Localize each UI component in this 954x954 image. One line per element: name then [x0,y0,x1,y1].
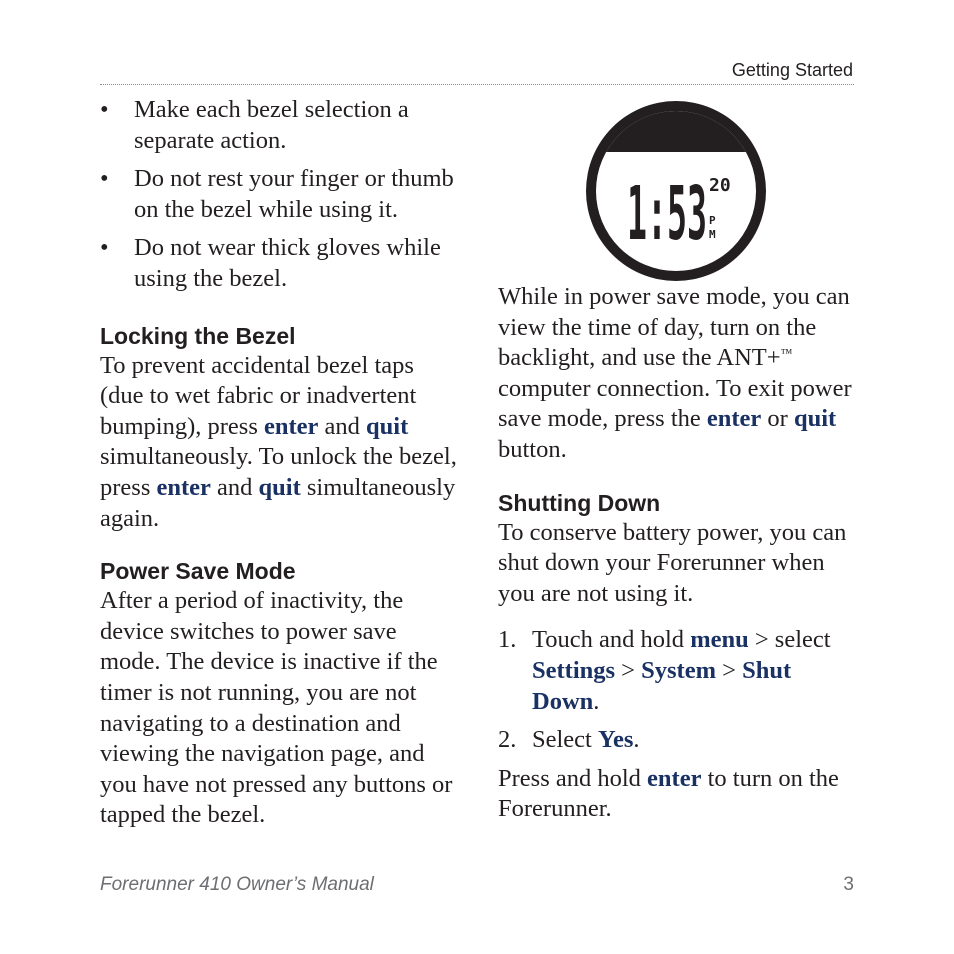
locking-bezel-paragraph: To prevent accidental bezel taps (due to wet fabric or inadvertent bumping), press enter and quit simultaneously. To unlock the bezel, press enter and quit simultaneously again. [100,351,457,532]
header-divider [100,84,854,85]
heading-shutting-down: Shutting Down [498,489,661,516]
heading-locking-bezel: Locking the Bezel [100,322,296,349]
shutdown-steps-list [498,625,858,755]
power-save-paragraph: After a period of inactivity, the device switches to power save mode. The device is inactive if the timer is not running, you are not navigating to a destination and viewing the navigation page, and you have not pressed any buttons or tapped the bezel. [100,587,453,829]
watch-ampm-bottom: M [709,228,716,241]
power-save-details-paragraph: While in power save mode, you can view the time of day, turn on the backlight, and use the ANT+™ computer connection. To exit power save mode, press the enter or quit button. [498,283,852,463]
running-header: Getting Started [731,60,853,80]
footer-manual-title: Forerunner 410 Owner’s Manual [100,874,374,895]
bezel-tips-list [100,95,460,295]
menu-settings: Settings [532,656,616,684]
page-number: 3 [843,874,854,895]
heading-power-save-mode: Power Save Mode [100,558,296,585]
list-item: • Make each bezel selection a separate action. [100,96,409,154]
key-quit: quit [793,405,837,433]
right-column [498,282,858,825]
list-item: 1. Touch and hold menu > select Settings > System > Shut Down. [498,626,831,715]
key-enter: enter [706,405,762,433]
list-item: 2. Select Yes. [498,726,640,754]
power-on-paragraph: Press and hold enter to turn on the Forerunner. [498,764,839,823]
key-quit: quit [258,473,301,501]
menu-system: System [641,656,716,684]
watch-seconds: 20 [709,175,731,196]
menu-shut-down: Shut Down [532,656,792,715]
key-enter: enter [156,473,211,501]
watch-ampm-top: P [709,214,716,227]
key-enter: enter [264,412,319,440]
list-item: • Do not wear thick gloves while using the bezel. [100,234,441,292]
bullet-icon: • [100,165,109,193]
key-menu: menu [690,626,749,654]
watch-time: 1:53 [627,171,707,257]
list-item: • Do not rest your finger or thumb on the bezel while using it. [100,165,454,223]
shutdown-intro-paragraph: To conserve battery power, you can shut down your Forerunner when you are not using it. [498,518,847,607]
bullet-icon: • [100,234,109,262]
key-quit: quit [366,412,409,440]
left-column [100,95,460,831]
watch-face-illustration [585,100,767,282]
bullet-icon: • [100,96,109,123]
option-yes: Yes [598,726,634,754]
key-enter: enter [647,764,702,792]
